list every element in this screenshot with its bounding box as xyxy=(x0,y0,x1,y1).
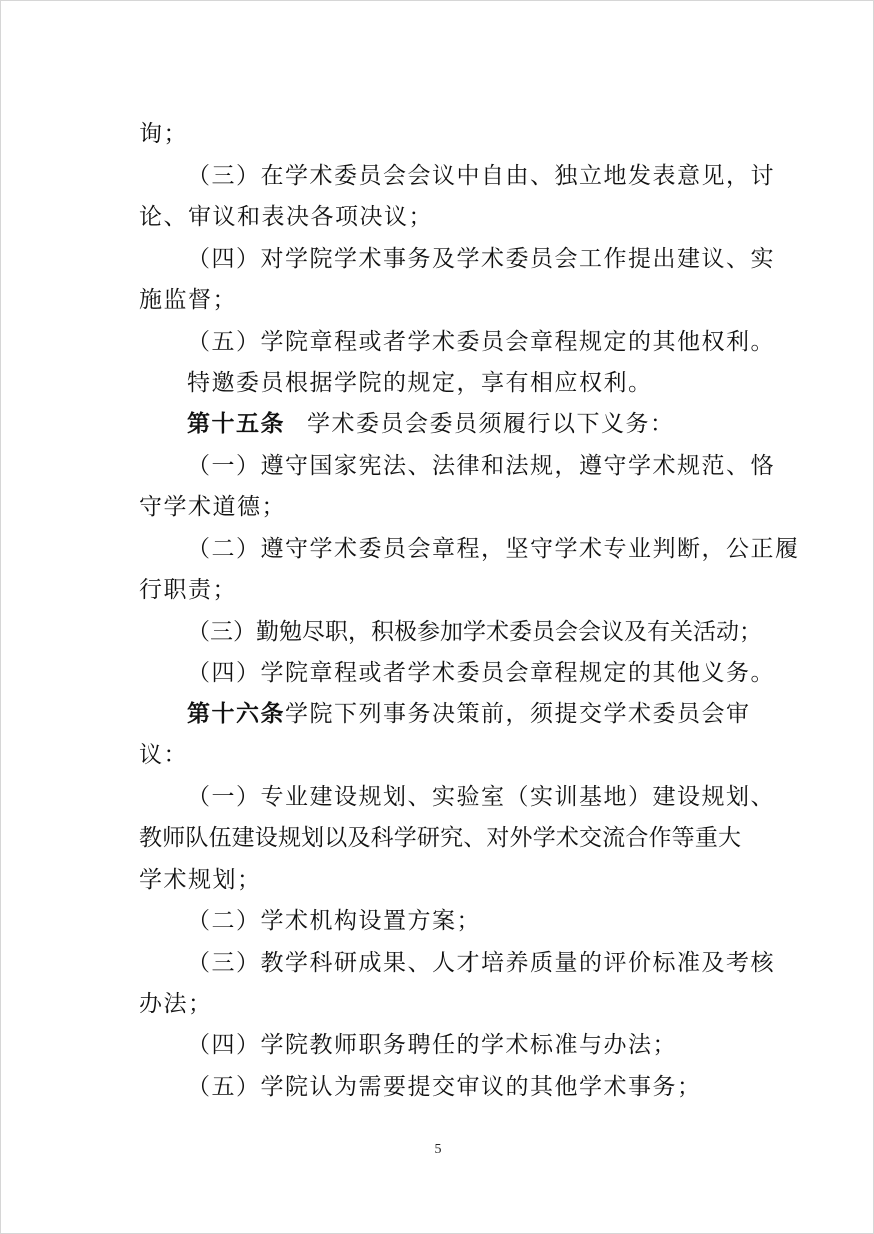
text-line: 议： xyxy=(139,742,188,768)
text-line: 特邀委员根据学院的规定，享有相应权利。 xyxy=(187,370,653,396)
article-16-paragraph xyxy=(187,699,751,729)
text-line: （一）遵守国家宪法、法律和法规，遵守学术规范、恪 xyxy=(187,453,775,479)
text-line: （三）教学科研成果、人才培养质量的评价标准及考核 xyxy=(187,950,775,976)
text-line: 学院下列事务决策前，须提交学术委员会审 xyxy=(285,701,751,727)
text-line: 行职责； xyxy=(139,577,237,603)
text-line: （二）遵守学术委员会章程，坚守学术专业判断，公正履 xyxy=(187,536,800,562)
text-line: （四）学院章程或者学术委员会章程规定的其他义务。 xyxy=(187,660,775,686)
text-line: 询； xyxy=(139,121,188,147)
text-line: （四）对学院学术事务及学术委员会工作提出建议、实 xyxy=(187,246,775,272)
article-15-heading: 第十五条 xyxy=(187,410,285,437)
article-15-paragraph xyxy=(187,409,675,439)
text-line: 守学术道德； xyxy=(139,494,286,520)
text-line: （五）学院章程或者学术委员会章程规定的其他权利。 xyxy=(187,329,775,355)
page-number: 5 xyxy=(434,1142,442,1157)
text-line: 学术委员会委员须履行以下义务： xyxy=(307,411,675,437)
text-line: （二）学术机构设置方案； xyxy=(187,908,481,934)
text-line: （一）专业建设规划、实验室（实训基地）建设规划、 xyxy=(187,784,775,810)
text-line: （五）学院认为需要提交审议的其他学术事务； xyxy=(187,1074,702,1100)
text-line: 施监督； xyxy=(139,287,237,313)
text-line: （四）学院教师职务聘任的学术标准与办法； xyxy=(187,1032,677,1058)
text-line: 教师队伍建设规划以及科学研究、对外学术交流合作等重大 xyxy=(139,825,741,851)
article-16-heading: 第十六条 xyxy=(187,700,285,727)
text-line: （三）勤勉尽职，积极参加学术委员会会议及有关活动； xyxy=(187,619,762,645)
text-line: （三）在学术委员会会议中自由、独立地发表意见，讨 xyxy=(187,163,775,189)
text-line: 学术规划； xyxy=(139,867,262,893)
text-line: 办法； xyxy=(139,991,213,1017)
text-line: 论、审议和表决各项决议； xyxy=(139,204,433,230)
